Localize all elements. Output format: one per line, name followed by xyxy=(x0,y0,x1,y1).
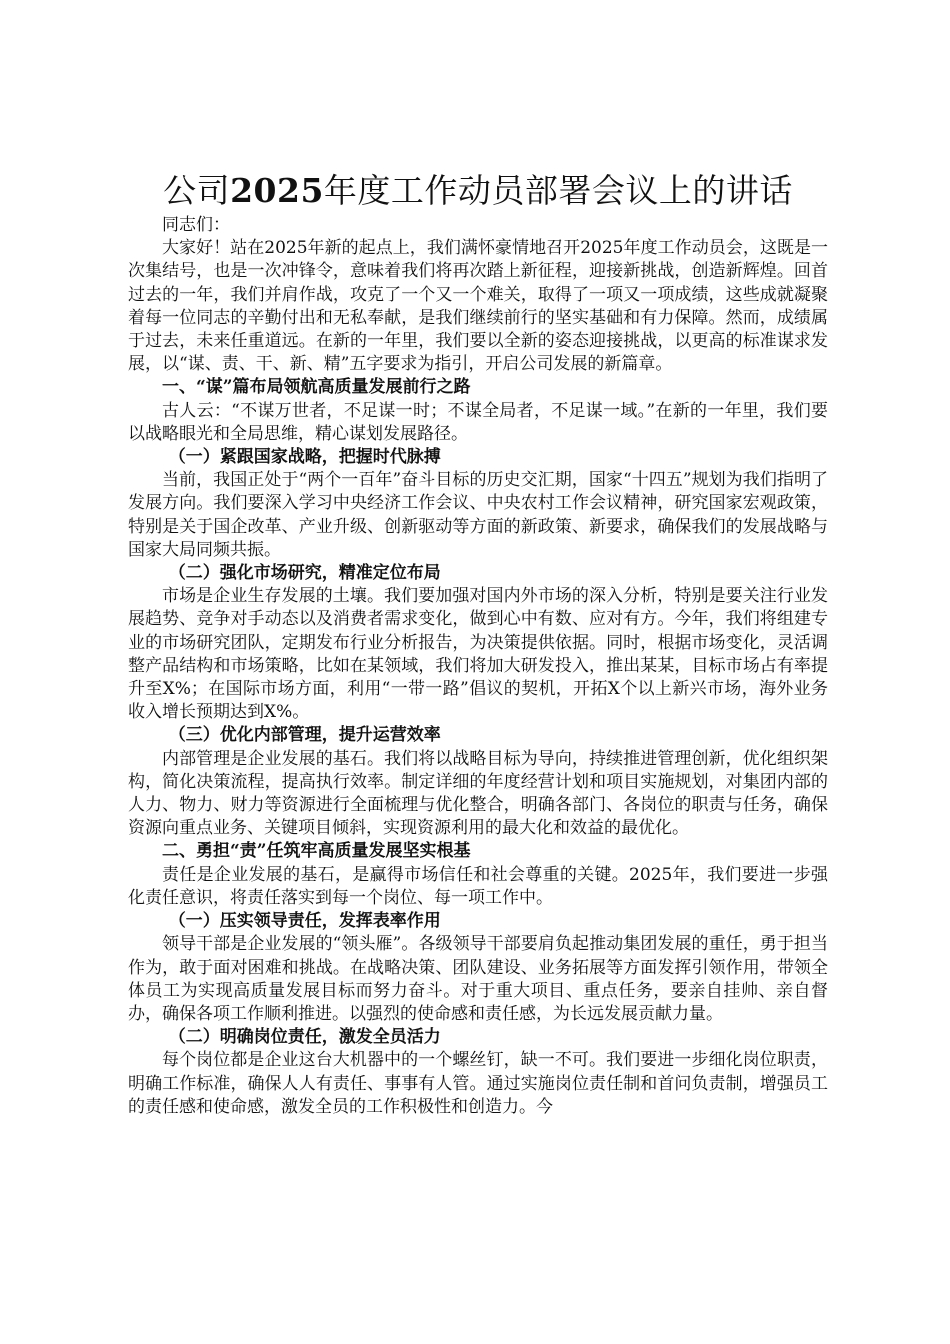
section-2-sub-2-text: 每个岗位都是企业这台大机器中的一个螺丝钉，缺一不可。我们要进一步细化岗位职责，明确工作标准，确保人人有责任、事事有人管。通过实施岗位责任制和首问负责制，增强员工的责任感和使命感，激发全员的工作积极性和创造力。今 xyxy=(128,1050,828,1117)
document-title xyxy=(128,170,828,212)
section-1-sub-3-text: 内部管理是企业发展的基石。我们将以战略目标为导向，持续推进管理创新，优化组织架构，简化决策流程，提高执行效率。制定详细的年度经营计划和项目实施规划，对集团内部的人力、物力、财力等资源进行全面梳理与优化整合，明确各部门、各岗位的职责与任务，确保资源向重点业务、关键项目倾斜，实现资源利用的最大化和效益的最优化。 xyxy=(128,748,828,839)
section-1-sub-1-heading: （一）紧跟国家战略，把握时代脉搏 xyxy=(168,447,441,468)
title-suffix: 年度工作动员部署会议上的讲话 xyxy=(323,171,793,210)
section-1-sub-2-text: 市场是企业生存发展的土壤。我们要加强对国内外市场的深入分析，特别是要关注行业发展趋势、竞争对手动态以及消费者需求变化，做到心中有数、应对有方。今年，我们将组建专业的市场研究团队，定期发布行业分析报告，为决策提供依据。同时，根据市场变化，灵活调整产品结构和市场策略，比如在某领域，我们将加大研发投入，推出某某，目标市场占有率提升至X%；在国际市场方面，利用“一带一路”倡议的契机，开拓X个以上新兴市场，海外业务收入增长预期达到X%。 xyxy=(128,586,828,723)
title-year: 2025 xyxy=(230,171,324,210)
section-2-sub-1-text: 领导干部是企业发展的“领头雁”。各级领导干部要肩负起推动集团发展的重任，勇于担当作为，敢于面对困难和挑战。在战略决策、团队建设、业务拓展等方面发挥引领作用，带领全体员工为实现高质量发展目标而努力奋斗。对于重大项目、重点任务，要亲自挂帅、亲自督办，确保各项工作顺利推进。以强烈的使命感和责任感，为长远发展贡献力量。 xyxy=(128,934,828,1024)
section-1-sub-2-heading: （二）强化市场研究，精准定位布局 xyxy=(168,563,441,584)
section-1-sub-3-heading: （三）优化内部管理，提升运营效率 xyxy=(168,725,441,746)
document-page xyxy=(128,170,828,1119)
section-2-heading: 二、勇担“责”任筑牢高质量发展坚实根基 xyxy=(162,841,471,862)
title-prefix: 公司 xyxy=(163,171,231,210)
section-1-intro: 古人云：“不谋万世者，不足谋一时；不谋全局者，不足谋一域。”在新的一年里，我们要以战略眼光和全局思维，精心谋划发展路径。 xyxy=(128,400,828,444)
section-2-sub-2-heading: （二）明确岗位责任，激发全员活力 xyxy=(168,1027,441,1048)
intro-paragraph: 大家好！站在2025年新的起点上，我们满怀豪情地召开2025年度工作动员会，这既是一次集结号，也是一次冲锋令，意味着我们将再次踏上新征程，迎接新挑战，创造新辉煌。回首过去的一年，我们并肩作战，攻克了一个又一个难关，取得了一项又一项成绩，这些成就凝聚着每一位同志的辛勤付出和无私奉献，是我们继续前行的坚实基础和有力保障。然而，成绩属于过去，未来任重道远。在新的一年里，我们要以全新的姿态迎接挑战，以更高的标准谋求发展，以“谋、责、干、新、精”五字要求为指引，开启公司发展的新篇章。 xyxy=(128,238,828,375)
section-1-heading: 一、“谋”篇布局领航高质量发展前行之路 xyxy=(162,377,471,398)
section-2-sub-1-heading: （一）压实领导责任，发挥表率作用 xyxy=(168,911,441,932)
section-2-intro: 责任是企业发展的基石，是赢得市场信任和社会尊重的关键。2025年，我们要进一步强化责任意识，将责任落实到每一个岗位、每一项工作中。 xyxy=(128,864,828,908)
section-1-sub-1-text: 当前，我国正处于“两个一百年”奋斗目标的历史交汇期，国家“十四五”规划为我们指明了发展方向。我们要深入学习中央经济工作会议、中央农村工作会议精神，研究国家宏观政策，特别是关于国企改革、产业升级、创新驱动等方面的新政策、新要求，确保我们的发展战略与国家大局同频共振。 xyxy=(128,470,828,560)
salutation: 同志们： xyxy=(162,215,230,235)
